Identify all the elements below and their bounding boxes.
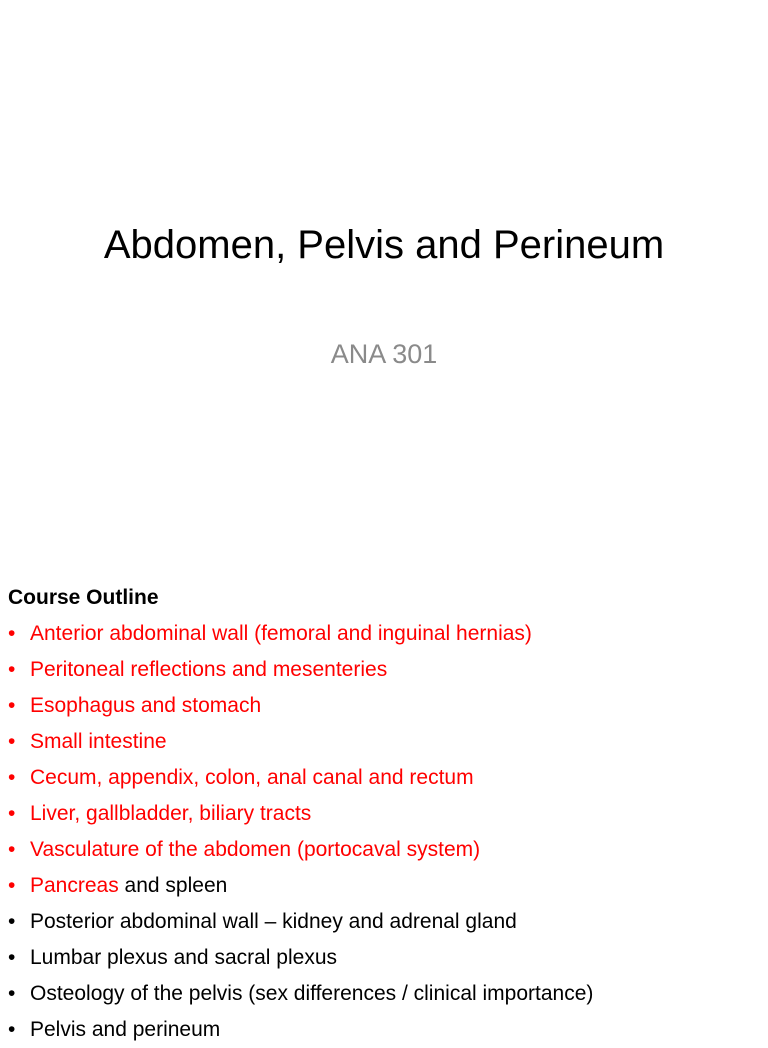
bullet-icon: •	[8, 946, 16, 969]
list-item	[8, 940, 758, 976]
list-item	[8, 868, 758, 904]
bullet-icon: •	[8, 658, 16, 681]
list-item-text: Small intestine	[30, 730, 167, 753]
course-outline	[8, 584, 758, 1048]
bullet-icon: •	[8, 874, 16, 897]
list-item	[8, 724, 758, 760]
outline-list	[8, 616, 758, 1048]
bullet-icon: •	[8, 730, 16, 753]
list-item	[8, 688, 758, 724]
bullet-icon: •	[8, 838, 16, 861]
bullet-icon: •	[8, 802, 16, 825]
list-item	[8, 760, 758, 796]
list-item-rest: and spleen	[118, 874, 228, 897]
list-item-text: Osteology of the pelvis (sex differences / clinical importance)	[30, 982, 594, 1005]
list-item-text: Lumbar plexus and sacral plexus	[30, 946, 338, 969]
list-item-text: Pelvis and perineum	[30, 1018, 221, 1041]
bullet-icon: •	[8, 766, 16, 789]
slide-title: Abdomen, Pelvis and Perineum	[103, 223, 665, 267]
list-item	[8, 904, 758, 940]
list-item-text: Liver, gallbladder, biliary tracts	[30, 802, 312, 825]
list-item	[8, 652, 758, 688]
list-item-text: Pancreas	[30, 874, 119, 897]
slide-subtitle: ANA 301	[330, 339, 438, 369]
list-item	[8, 616, 758, 652]
list-item-text: Esophagus and stomach	[30, 694, 262, 717]
list-item-text: Cecum, appendix, colon, anal canal and rectum	[30, 766, 474, 789]
outline-heading: Course Outline	[8, 586, 159, 609]
list-item	[8, 976, 758, 1012]
list-item-text: Vasculature of the abdomen (portocaval system)	[30, 838, 481, 861]
list-item-text: Anterior abdominal wall (femoral and inguinal hernias)	[30, 622, 532, 645]
list-item	[8, 832, 758, 868]
bullet-icon: •	[8, 1018, 16, 1041]
list-item-text: Peritoneal reflections and mesenteries	[30, 658, 388, 681]
list-item	[8, 796, 758, 832]
list-item-text: Posterior abdominal wall – kidney and adrenal gland	[30, 910, 517, 933]
bullet-icon: •	[8, 694, 16, 717]
list-item	[8, 1012, 758, 1048]
bullet-icon: •	[8, 982, 16, 1005]
bullet-icon: •	[8, 622, 16, 645]
bullet-icon: •	[8, 910, 16, 933]
